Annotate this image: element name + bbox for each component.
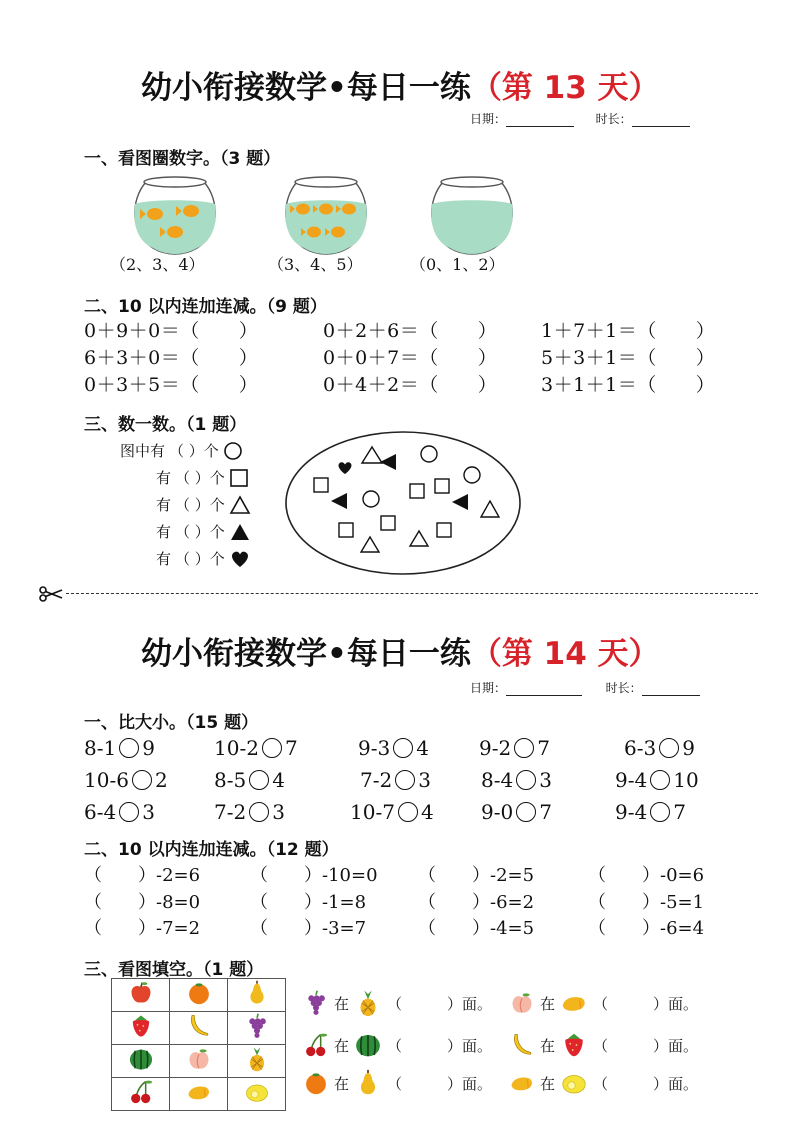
day14-section3-title: 三、看图填空。（1 题）: [84, 960, 264, 980]
day13-section1-title: 一、看图圈数字。（3 题）: [84, 149, 281, 169]
shapes-ellipse: [283, 428, 523, 582]
answer-blank[interactable]: （ ）面。: [593, 1036, 699, 1055]
cut-line-divider: [66, 593, 758, 594]
day14-title-main: 幼小衔接数学•每日一练: [141, 636, 471, 672]
lemon-icon: [243, 1078, 271, 1106]
lemon-icon: [559, 1068, 589, 1098]
grid-cell: [170, 1012, 228, 1045]
compare-circle[interactable]: [132, 770, 152, 790]
circle-icon: [223, 441, 243, 461]
fishbowl-1: [128, 172, 222, 260]
day13-date-label: 日期：: [470, 112, 507, 126]
day13-title-day: （第 13 天）: [470, 70, 660, 106]
day14-meta: [470, 679, 700, 696]
day14-date-label: 日期：: [470, 681, 507, 695]
count-prefix: 有: [156, 550, 172, 568]
count-blank[interactable]: （ ）个: [175, 469, 225, 487]
compare-item[interactable]: 10-7 4: [350, 800, 434, 824]
pineapple-icon: [243, 1045, 271, 1073]
count-blank[interactable]: （ ）个: [175, 523, 225, 541]
count-prefix: 有: [156, 496, 172, 514]
fill-equation[interactable]: （ ）-6=2: [418, 892, 535, 913]
pear-icon: [353, 1068, 383, 1098]
strawberry-icon: [559, 1030, 589, 1060]
count-prefix: 图中有: [120, 442, 166, 460]
day13-title: [141, 62, 660, 107]
fruit-question[interactable]: 在 （ ）面。: [508, 1030, 698, 1060]
fill-equation[interactable]: （ ）-2=5: [418, 865, 535, 886]
count-blank[interactable]: （ ）个: [169, 442, 219, 460]
fill-equation[interactable]: （ ）-0=6: [588, 865, 705, 886]
fruit-question[interactable]: 在 （ ）面。: [302, 988, 492, 1018]
compare-circle[interactable]: [393, 738, 413, 758]
count-row-filled-triangle[interactable]: [156, 521, 251, 542]
fill-equation[interactable]: （ ）-7=2: [84, 918, 201, 939]
compare-circle[interactable]: [650, 802, 670, 822]
heart-icon: [229, 549, 251, 569]
fruit-question[interactable]: 在 （ ）面。: [302, 1030, 492, 1060]
apple-icon: [127, 979, 155, 1007]
count-row-heart[interactable]: [156, 548, 251, 569]
compare-item[interactable]: 6-3 9: [624, 736, 695, 760]
compare-item[interactable]: 9-3 4: [358, 736, 429, 760]
compare-item[interactable]: 8-5 4: [214, 768, 285, 792]
compare-circle[interactable]: [395, 770, 415, 790]
compare-circle[interactable]: [249, 770, 269, 790]
answer-blank[interactable]: （ ）面。: [593, 994, 699, 1013]
compare-circle[interactable]: [516, 770, 536, 790]
grid-cell: [228, 1045, 286, 1078]
fill-equation[interactable]: （ ）-10=0: [250, 865, 378, 886]
compare-item[interactable]: 9-0 7: [481, 800, 552, 824]
day13-title-main: 幼小衔接数学•每日一练: [141, 70, 471, 106]
compare-circle[interactable]: [262, 738, 282, 758]
day13-duration-label: 时长：: [595, 112, 632, 126]
pineapple-icon: [353, 988, 383, 1018]
compare-item[interactable]: 7-2 3: [214, 800, 285, 824]
grid-cell: [228, 979, 286, 1012]
answer-blank[interactable]: （ ）面。: [387, 1036, 493, 1055]
compare-item[interactable]: 9-4 10: [615, 768, 699, 792]
equation[interactable]: 5＋3＋1＝（ ）: [541, 347, 716, 369]
compare-item[interactable]: 10-6 2: [84, 768, 168, 792]
cherry-icon: [302, 1031, 330, 1059]
fill-equation[interactable]: （ ）-4=5: [418, 918, 535, 939]
grid-cell: [228, 1078, 286, 1111]
fruit-question[interactable]: 在 （ ）面。: [508, 1068, 698, 1098]
equation[interactable]: 0＋9＋0＝（ ）: [84, 320, 259, 342]
fishbowl-3: [425, 172, 519, 260]
grid-cell: [170, 1045, 228, 1078]
count-blank[interactable]: （ ）个: [175, 496, 225, 514]
day14-duration-label: 时长：: [605, 681, 642, 695]
compare-item[interactable]: 9-2 7: [479, 736, 550, 760]
banana-icon: [508, 1031, 536, 1059]
grid-cell: [170, 979, 228, 1012]
compare-circle[interactable]: [249, 802, 269, 822]
day13-duration-blank[interactable]: [632, 114, 690, 127]
cherry-icon: [127, 1078, 155, 1106]
count-blank[interactable]: （ ）个: [175, 550, 225, 568]
count-row-square[interactable]: [156, 467, 249, 488]
count-prefix: 有: [156, 469, 172, 487]
grid-cell: [112, 979, 170, 1012]
orange-icon: [302, 1069, 330, 1097]
grid-cell: [170, 1078, 228, 1111]
answer-blank[interactable]: （ ）面。: [387, 994, 493, 1013]
mango-icon: [508, 1069, 536, 1097]
grape-icon: [243, 1012, 271, 1040]
compare-item[interactable]: 9-4 7: [615, 800, 686, 824]
equation[interactable]: 0＋4＋2＝（ ）: [323, 374, 498, 396]
day14-title-day: （第 14 天）: [470, 636, 660, 672]
square-icon: [229, 468, 249, 488]
fruit-question[interactable]: 在 （ ）面。: [508, 988, 698, 1018]
compare-circle[interactable]: [659, 738, 679, 758]
day14-date-blank[interactable]: [506, 683, 582, 696]
fill-equation[interactable]: （ ）-6=4: [588, 918, 705, 939]
triangle-icon: [229, 495, 251, 515]
fishbowl-2: [279, 172, 373, 260]
fill-equation[interactable]: （ ）-5=1: [588, 892, 705, 913]
compare-circle[interactable]: [119, 802, 139, 822]
fruit-grid: [111, 978, 286, 1111]
strawberry-icon: [127, 1012, 155, 1040]
compare-circle[interactable]: [119, 738, 139, 758]
day14-duration-blank[interactable]: [642, 683, 700, 696]
count-prefix: 有: [156, 523, 172, 541]
fruit-question[interactable]: 在 （ ）面。: [302, 1068, 492, 1098]
equation[interactable]: 1＋7＋1＝（ ）: [541, 320, 716, 342]
day14-title: [141, 628, 660, 673]
day13-date-blank[interactable]: [506, 114, 574, 127]
compare-item[interactable]: 6-4 3: [84, 800, 155, 824]
fill-equation[interactable]: （ ）-2=6: [84, 865, 201, 886]
compare-circle[interactable]: [516, 802, 536, 822]
peach-icon: [508, 989, 536, 1017]
grid-cell: [112, 1045, 170, 1078]
day13-section3-title: 三、数一数。（1 题）: [84, 415, 247, 435]
compare-item[interactable]: 10-2 7: [214, 736, 298, 760]
day13-section2-title: 二、10 以内连加连减。（9 题）: [84, 297, 327, 317]
grape-icon: [302, 989, 330, 1017]
count-row-circle[interactable]: [120, 440, 243, 461]
mango-icon: [559, 988, 589, 1018]
grid-cell: [112, 1078, 170, 1111]
equation[interactable]: 0＋0＋7＝（ ）: [323, 347, 498, 369]
equation[interactable]: 3＋1＋1＝（ ）: [541, 374, 716, 396]
bowl1-options[interactable]: （2、3、4）: [110, 255, 205, 274]
compare-circle[interactable]: [650, 770, 670, 790]
orange-icon: [185, 979, 213, 1007]
bowl3-options[interactable]: （0、1、2）: [410, 255, 505, 274]
equation[interactable]: 6＋3＋0＝（ ）: [84, 347, 259, 369]
compare-item[interactable]: 8-4 3: [481, 768, 552, 792]
scissors-icon: [38, 586, 64, 606]
answer-blank[interactable]: （ ）面。: [387, 1074, 493, 1093]
watermelon-icon: [353, 1030, 383, 1060]
banana-icon: [185, 1012, 213, 1040]
fill-equation[interactable]: （ ）-3=7: [250, 918, 367, 939]
count-row-triangle[interactable]: [156, 494, 251, 515]
fill-equation[interactable]: （ ）-1=8: [250, 892, 367, 913]
pear-icon: [243, 979, 271, 1007]
day14-section2-title: 二、10 以内连加连减。（12 题）: [84, 840, 339, 860]
compare-circle[interactable]: [514, 738, 534, 758]
equation[interactable]: 0＋3＋5＝（ ）: [84, 374, 259, 396]
fill-equation[interactable]: （ ）-8=0: [84, 892, 201, 913]
grid-cell: [112, 1012, 170, 1045]
watermelon-icon: [127, 1045, 155, 1073]
equation[interactable]: 0＋2＋6＝（ ）: [323, 320, 498, 342]
day14-section1-title: 一、比大小。（15 题）: [84, 713, 259, 733]
peach-icon: [185, 1045, 213, 1073]
filled-triangle-icon: [229, 522, 251, 542]
grid-cell: [228, 1012, 286, 1045]
day13-meta: [470, 110, 690, 127]
bowl2-options[interactable]: （3、4、5）: [268, 255, 363, 274]
compare-circle[interactable]: [398, 802, 418, 822]
compare-item[interactable]: 8-1 9: [84, 736, 155, 760]
answer-blank[interactable]: （ ）面。: [593, 1074, 699, 1093]
compare-item[interactable]: 7-2 3: [360, 768, 431, 792]
mango-icon: [185, 1078, 213, 1106]
